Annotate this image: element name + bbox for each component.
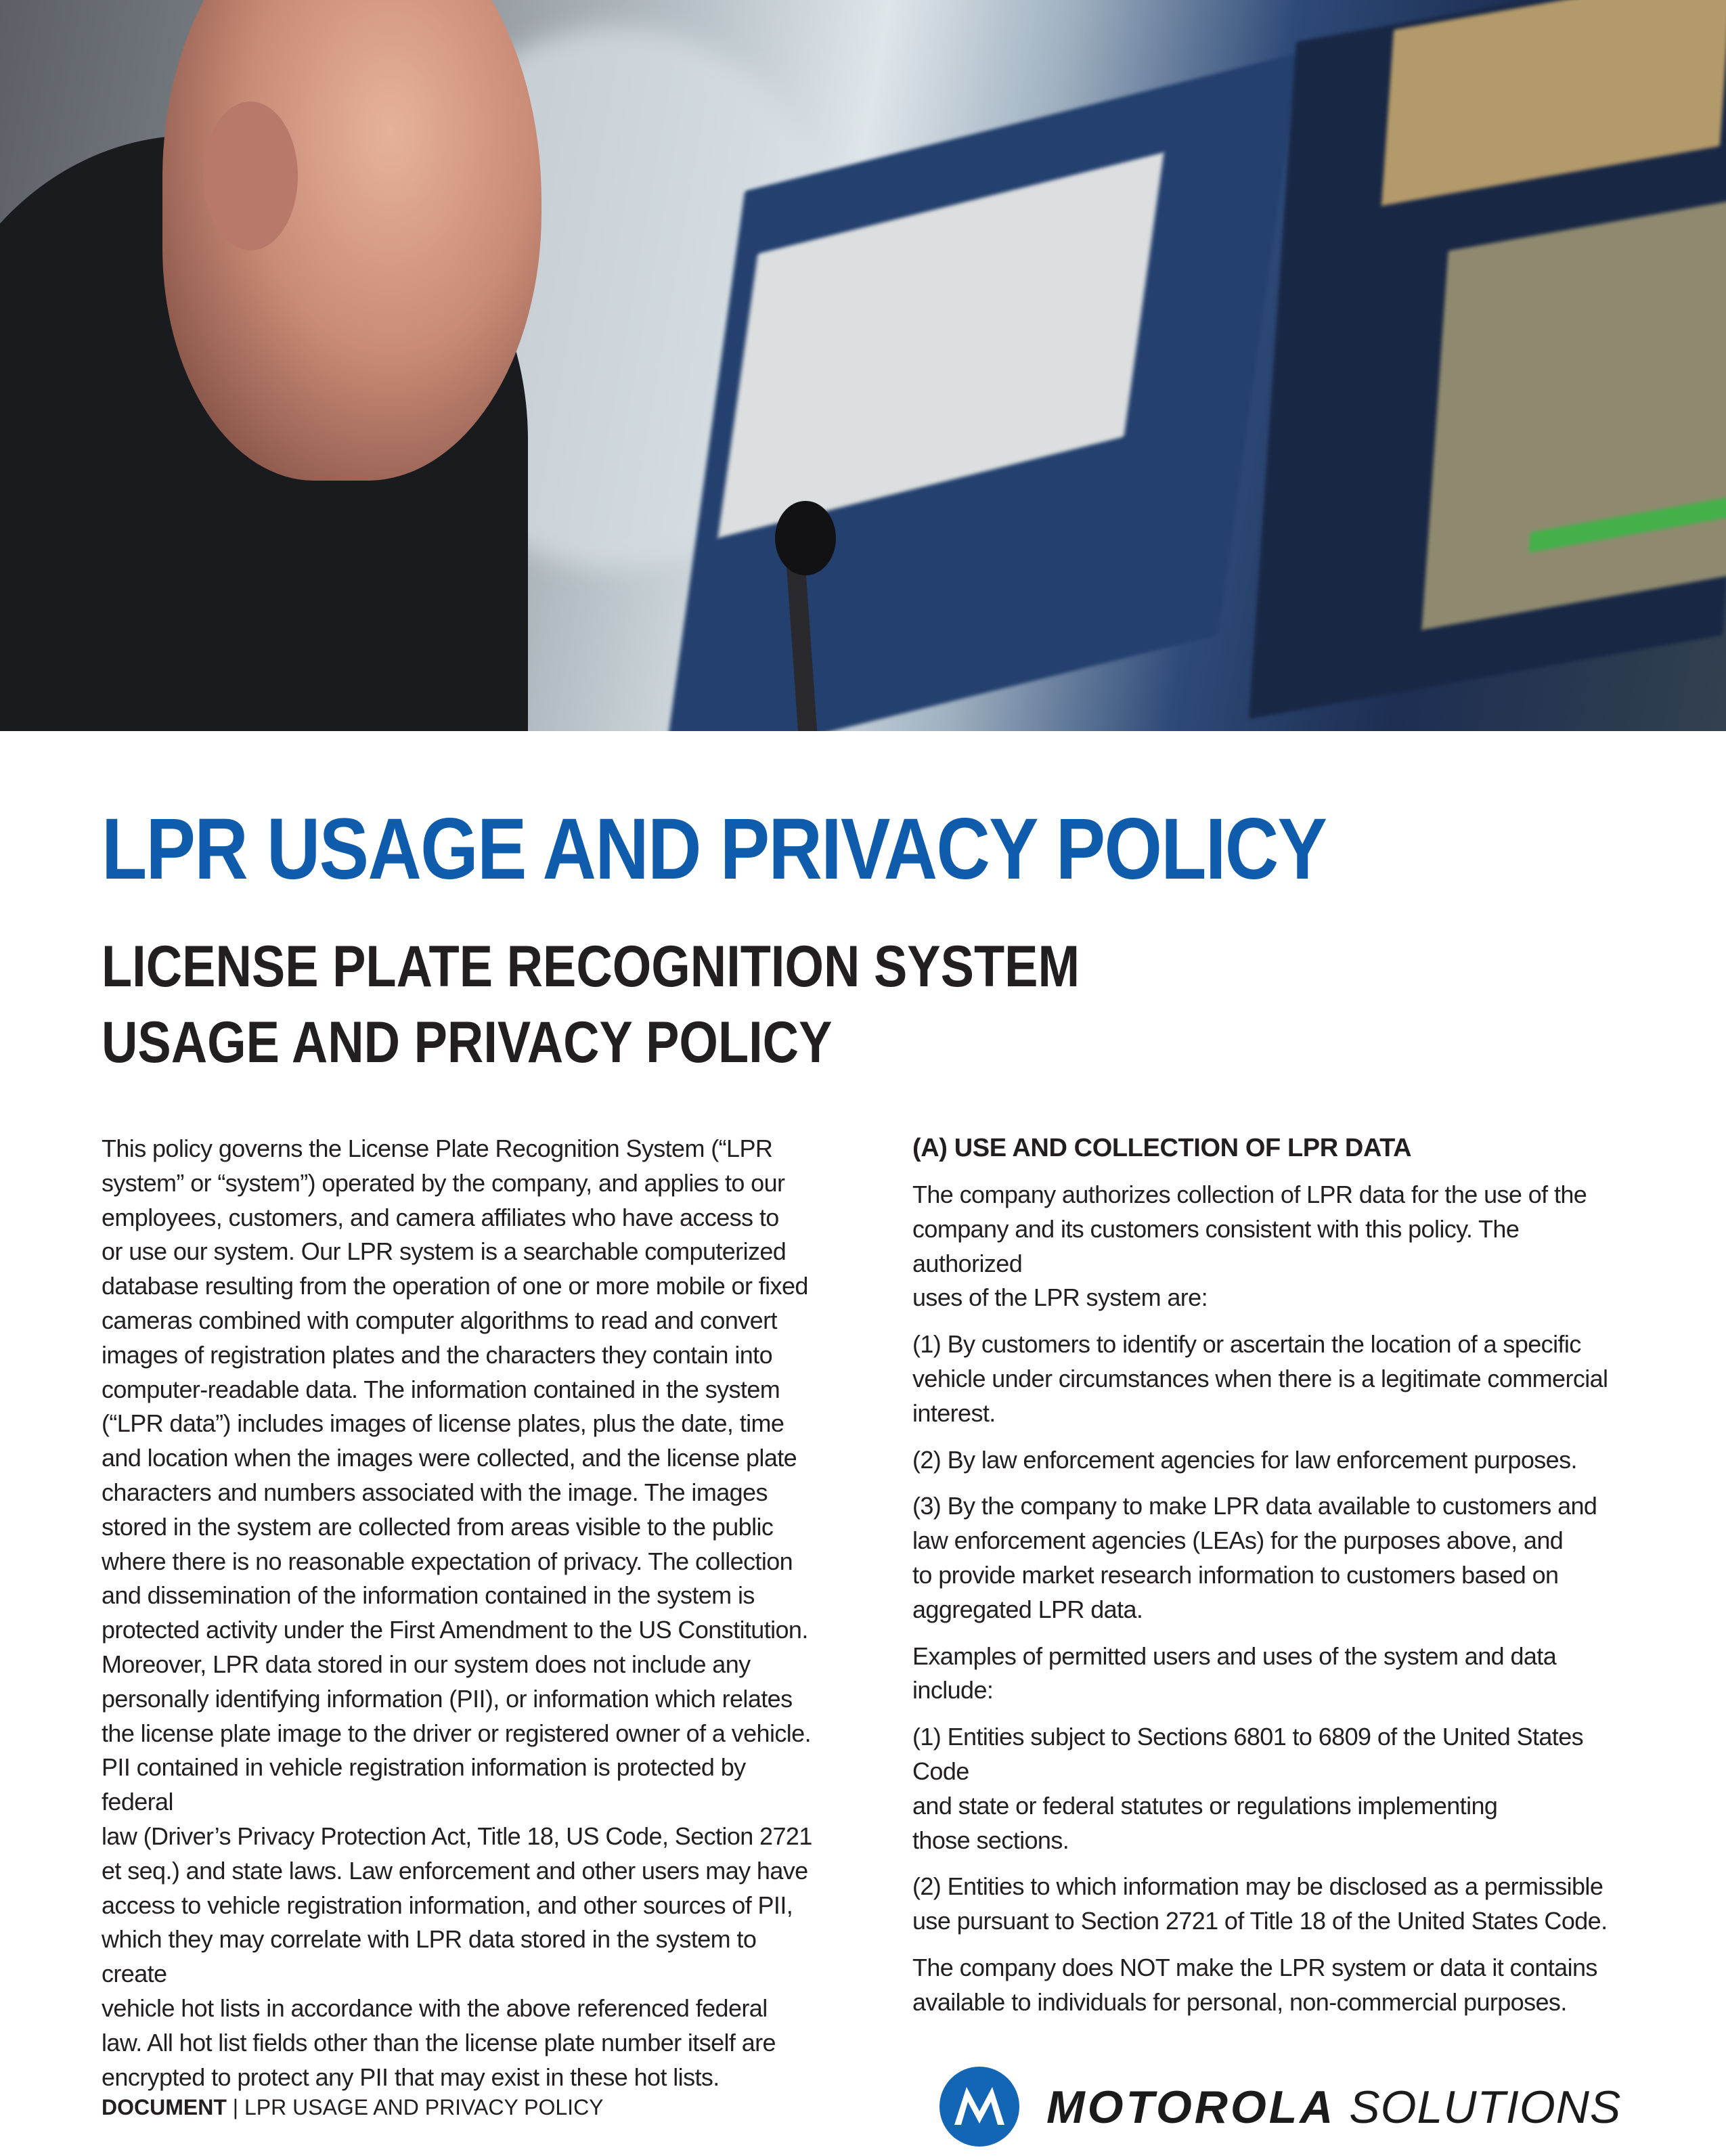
- intro-line: law (Driver’s Privacy Protection Act, Title 18, US Code, Section 2721: [102, 1822, 812, 1850]
- brand-word-bold: MOTOROLA: [1046, 2082, 1336, 2133]
- section-paragraph: [912, 1443, 1630, 1478]
- operator-head: [162, 0, 541, 481]
- paragraph-line: to provide market research information to customers based on: [912, 1560, 1559, 1589]
- intro-line: and location when the images were collected, and the license plate: [102, 1444, 797, 1472]
- intro-line: which they may correlate with LPR data stored in the system to create: [102, 1925, 757, 1988]
- paragraph-line: interest.: [912, 1399, 996, 1427]
- section-paragraph: [912, 1870, 1630, 1939]
- section-use-and-collection: [912, 1132, 1630, 2032]
- paragraph-line: law enforcement agencies (LEAs) for the purposes above, and: [912, 1526, 1564, 1555]
- intro-line: database resulting from the operation of one or more mobile or fixed: [102, 1272, 808, 1300]
- paragraph-line: vehicle under circumstances when there is a legitimate commercial: [912, 1364, 1608, 1392]
- page-title: LPR USAGE AND PRIVACY POLICY: [102, 801, 1327, 898]
- intro-line: access to vehicle registration information, and other sources of PII,: [102, 1891, 793, 1919]
- footer-label-bold: DOCUMENT: [102, 2095, 227, 2119]
- paragraph-line: available to individuals for personal, non-commercial purposes.: [912, 1987, 1567, 2016]
- monitor-camera-feed: [1421, 196, 1726, 630]
- intro-line: encrypted to protect any PII that may exist in these hot lists.: [102, 2063, 720, 2091]
- intro-line: computer-readable data. The information contained in the system: [102, 1375, 780, 1403]
- intro-line: stored in the system are collected from areas visible to the public: [102, 1512, 774, 1541]
- paragraph-line: use pursuant to Section 2721 of Title 18 of the United States Code.: [912, 1907, 1608, 1935]
- intro-line: vehicle hot lists in accordance with the above referenced federal: [102, 1994, 768, 2022]
- paragraph-line: aggregated LPR data.: [912, 1595, 1143, 1623]
- intro-line: characters and numbers associated with the image. The images: [102, 1478, 768, 1506]
- intro-line: This policy governs the License Plate Recognition System (“LPR: [102, 1135, 773, 1162]
- intro-line: employees, customers, and camera affiliates who have access to: [102, 1203, 779, 1231]
- intro-line: (“LPR data”) includes images of license plates, plus the date, time: [102, 1409, 784, 1438]
- paragraph-line: Examples of permitted users and uses of the system and data include:: [912, 1642, 1557, 1704]
- section-paragraph: [912, 1640, 1630, 1709]
- intro-line: Moreover, LPR data stored in our system does not include any: [102, 1650, 751, 1678]
- paragraph-line: and state or federal statutes or regulations implementing: [912, 1791, 1498, 1820]
- paragraph-line: company and its customers consistent with this policy. The authorized: [912, 1214, 1520, 1277]
- motorola-batwing-icon: [939, 2067, 1019, 2147]
- intro-line: personally identifying information (PII), or information which relates: [102, 1684, 793, 1713]
- intro-line: law. All hot list fields other than the license plate number itself are: [102, 2028, 776, 2056]
- operator-ear: [203, 102, 298, 250]
- paragraph-line: (1) Entities subject to Sections 6801 to 6809 of the United States Code: [912, 1723, 1584, 1785]
- subtitle-line: USAGE AND PRIVACY POLICY: [102, 1010, 833, 1075]
- paragraph-line: those sections.: [912, 1826, 1069, 1854]
- intro-paragraph: [102, 1132, 819, 2094]
- intro-line: PII contained in vehicle registration information is protected by federal: [102, 1753, 746, 1816]
- section-paragraph: [912, 1489, 1630, 1627]
- paragraph-line: (2) By law enforcement agencies for law enforcement purposes.: [912, 1445, 1577, 1474]
- paragraph-line: (1) By customers to identify or ascertain the location of a specific: [912, 1330, 1581, 1359]
- section-paragraph: [912, 1720, 1630, 1857]
- paragraph-line: (3) By the company to make LPR data available to customers and: [912, 1492, 1597, 1520]
- intro-line: the license plate image to the driver or registered owner of a vehicle.: [102, 1719, 811, 1747]
- intro-line: images of registration plates and the characters they contain into: [102, 1340, 772, 1369]
- intro-line: and dissemination of the information contained in the system is: [102, 1581, 755, 1610]
- section-paragraph: [912, 1327, 1630, 1430]
- paragraph-line: (2) Entities to which information may be disclosed as a permissible: [912, 1872, 1603, 1901]
- intro-line: protected activity under the First Amendment to the US Constitution.: [102, 1616, 808, 1644]
- paragraph-line: uses of the LPR system are:: [912, 1283, 1208, 1312]
- section-heading: (A) USE AND COLLECTION OF LPR DATA: [912, 1134, 1412, 1162]
- motorola-solutions-logo: [939, 2067, 1630, 2148]
- intro-line: cameras combined with computer algorithms to read and convert: [102, 1306, 777, 1334]
- intro-line: or use our system. Our LPR system is a searchable computerized: [102, 1237, 787, 1266]
- subtitle-line: LICENSE PLATE RECOGNITION SYSTEM: [102, 934, 1080, 999]
- intro-line: et seq.) and state laws. Law enforcement and other users may have: [102, 1856, 808, 1885]
- section-body: [912, 1178, 1630, 2020]
- brand-wordmark: [1046, 2080, 1621, 2134]
- section-paragraph: [912, 1178, 1630, 1315]
- section-paragraph: [912, 1951, 1630, 2020]
- footer-label-text: | LPR USAGE AND PRIVACY POLICY: [226, 2095, 604, 2119]
- footer-document-label: [102, 2094, 604, 2121]
- microphone: [775, 501, 836, 575]
- paragraph-line: The company authorizes collection of LPR data for the use of the: [912, 1181, 1587, 1208]
- page-subtitle: [102, 929, 1080, 1080]
- intro-line: system” or “system”) operated by the company, and applies to our: [102, 1168, 785, 1197]
- hero-photo: [0, 0, 1726, 731]
- paragraph-line: The company does NOT make the LPR system or data it contains: [912, 1953, 1597, 1981]
- brand-word-light: SOLUTIONS: [1335, 2082, 1622, 2133]
- intro-line: where there is no reasonable expectation of privacy. The collection: [102, 1547, 793, 1575]
